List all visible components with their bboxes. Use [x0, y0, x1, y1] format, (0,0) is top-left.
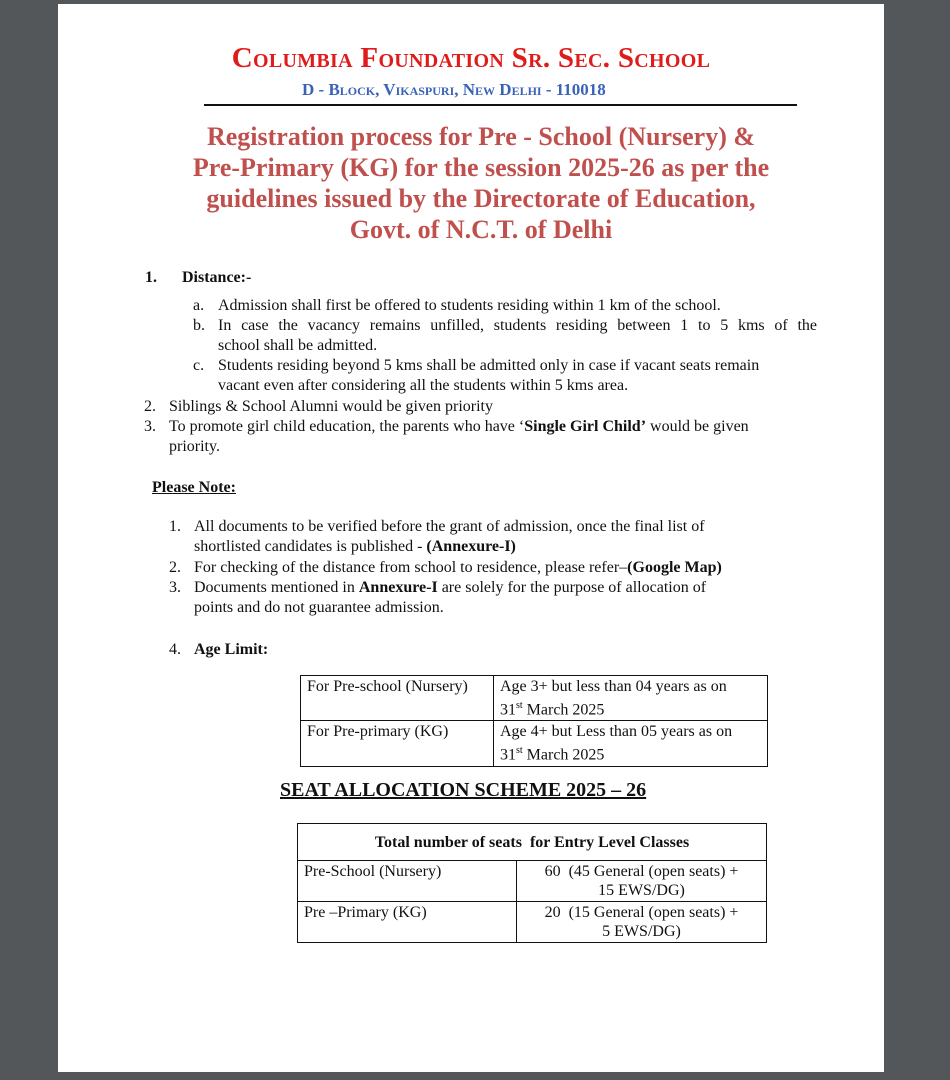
list-number: 3. — [169, 579, 181, 596]
table-row — [301, 676, 768, 721]
cell-text: March 2025 — [522, 701, 605, 719]
cell-text: Age 3+ but less than 04 years as on — [500, 678, 727, 695]
table-cell: For Pre-primary (KG) — [301, 721, 494, 766]
list-item — [169, 417, 749, 437]
list-number: 1. — [169, 518, 181, 535]
table-row — [298, 902, 767, 943]
table-cell — [517, 861, 767, 902]
seat-allocation-table — [297, 823, 767, 943]
school-name: Columbia Foundation Sr. Sec. School — [231, 42, 711, 74]
cell-text: 15 EWS/DG) — [598, 882, 685, 899]
note-heading: Please Note: — [152, 479, 236, 496]
list-number: 4. — [169, 641, 181, 658]
table-cell: For Pre-school (Nursery) — [301, 676, 494, 721]
list-number: 2. — [169, 559, 181, 576]
header-divider — [204, 104, 797, 106]
table-row — [298, 824, 767, 861]
list-item — [194, 537, 516, 557]
list-item: priority. — [169, 438, 220, 455]
seat-allocation-heading: SEAT ALLOCATION SCHEME 2025 – 26 — [280, 779, 647, 801]
list-letter: a. — [193, 297, 205, 314]
cell-text: Age 4+ but Less than 05 years as on — [500, 723, 733, 741]
list-letter: c. — [193, 357, 205, 374]
title-line: Pre-Primary (KG) for the session 2025-26 as per the — [192, 153, 770, 182]
cell-text: March 2025 — [522, 746, 605, 764]
list-number: 1. — [145, 269, 157, 286]
text-run: To promote girl child education, the parents who have ‘ — [169, 418, 525, 435]
list-number: 3. — [144, 418, 156, 435]
table-header: Total number of seats for Entry Level Classes — [298, 824, 767, 861]
list-item: points and do not guarantee admission. — [194, 599, 444, 616]
list-item — [194, 578, 706, 598]
table-cell — [494, 676, 768, 721]
list-letter: b. — [193, 317, 205, 334]
superscript: st — [516, 745, 523, 757]
title-line: Govt. of N.C.T. of Delhi — [349, 215, 613, 244]
text-run: are solely for the purpose of allocation of — [437, 579, 707, 596]
table-cell — [517, 902, 767, 943]
single-girl-child-emphasis: Single Girl Child’ — [524, 418, 647, 435]
age-limit-heading: Age Limit: — [194, 641, 269, 658]
table-cell: Pre-School (Nursery) — [298, 861, 517, 902]
list-number: 2. — [144, 398, 156, 415]
text-run: would be given — [646, 418, 749, 435]
list-item — [194, 558, 722, 578]
google-map-reference: (Google Map) — [627, 559, 722, 576]
cell-text: 60 (45 General (open seats) + — [544, 863, 739, 880]
text-run: Documents mentioned in — [194, 579, 359, 596]
annexure-reference: Annexure-I — [358, 579, 438, 596]
title-line: Registration process for Pre - School (Nursery) & — [206, 122, 756, 151]
cell-text: 31 — [500, 701, 516, 719]
page-title — [58, 121, 904, 245]
title-line: guidelines issued by the Directorate of Education, — [206, 184, 756, 213]
cell-text: 5 EWS/DG) — [602, 923, 681, 940]
list-item: Siblings & School Alumni would be given priority — [169, 398, 493, 415]
table-cell — [494, 721, 768, 766]
document-page — [58, 4, 884, 1072]
school-address: D - Block, Vikaspuri, New Delhi - 110018 — [302, 80, 606, 99]
table-row — [301, 721, 768, 766]
text-run: shortlisted candidates is published - — [194, 538, 427, 555]
list-item: school shall be admitted. — [218, 337, 378, 354]
cell-text: 20 (15 General (open seats) + — [544, 904, 739, 921]
list-item: Admission shall first be offered to students residing within 1 km of the school. — [218, 297, 721, 314]
text-run: For checking of the distance from school to residence, please refer– — [194, 559, 628, 576]
cell-text: 31 — [500, 746, 516, 764]
annexure-reference: (Annexure-I) — [426, 538, 516, 555]
table-row — [298, 861, 767, 902]
table-cell: Pre –Primary (KG) — [298, 902, 517, 943]
list-item: Students residing beyond 5 kms shall be admitted only in case if vacant seats remain — [218, 357, 760, 374]
age-limit-table — [300, 675, 768, 767]
distance-heading: Distance:- — [182, 269, 252, 286]
list-item: vacant even after considering all the students within 5 kms area. — [218, 377, 629, 394]
list-item: In case the vacancy remains unfilled, students residing between 1 to 5 kms of the — [218, 317, 817, 334]
superscript: st — [516, 700, 523, 711]
list-item: All documents to be verified before the grant of admission, once the final list of — [194, 518, 705, 535]
